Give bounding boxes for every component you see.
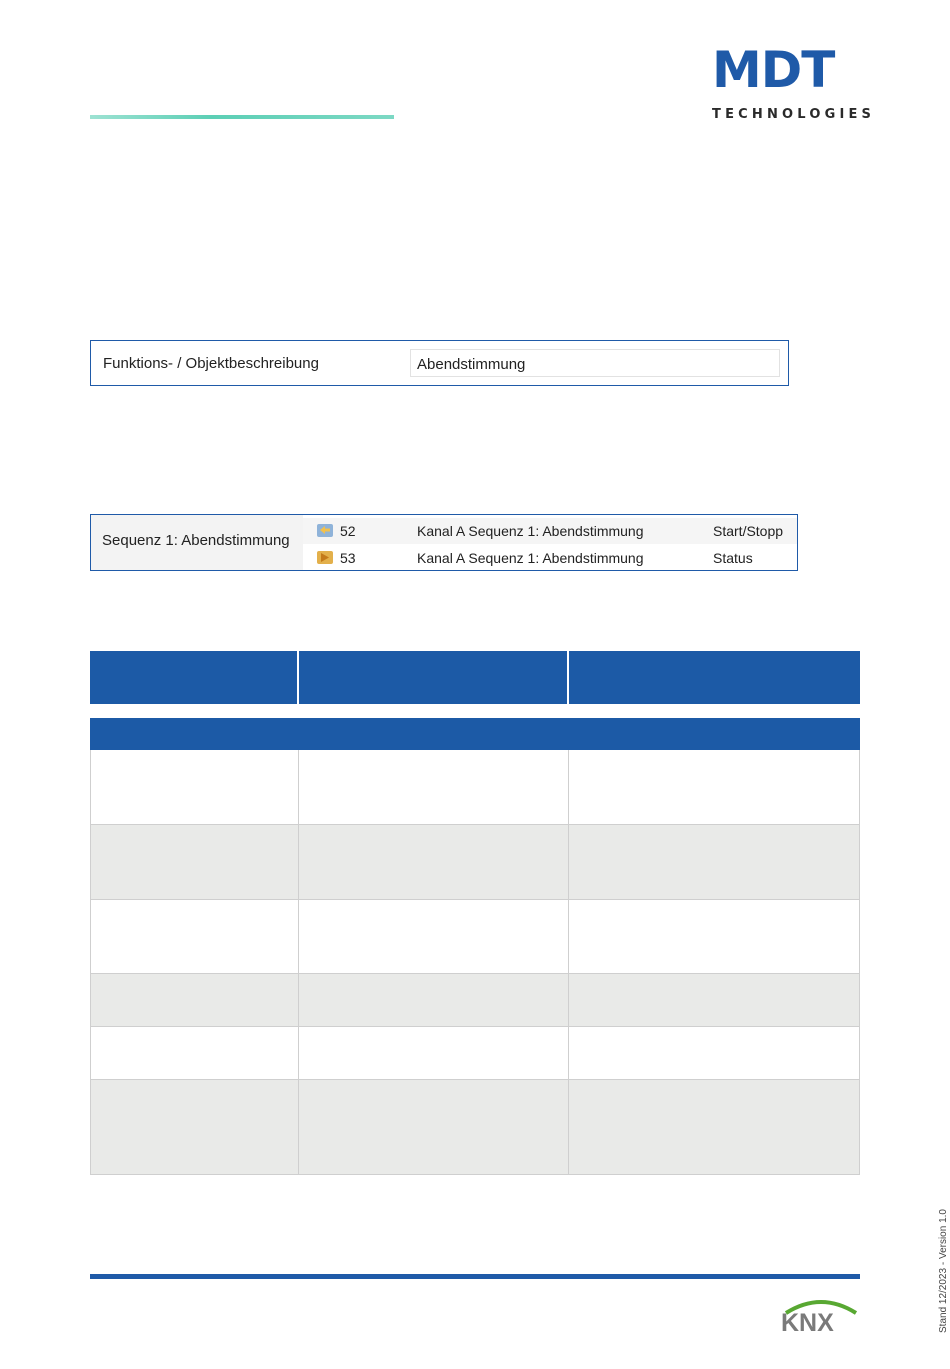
object-number: 53	[340, 550, 356, 566]
table-row	[90, 825, 860, 900]
footer-line	[90, 1274, 860, 1279]
object-function: Status	[713, 550, 753, 566]
parameter-label: Funktions- / Objektbeschreibung	[103, 355, 319, 372]
table-row	[90, 750, 860, 825]
table-row	[90, 1027, 860, 1080]
table-section-header	[90, 718, 860, 750]
object-row[interactable]	[303, 545, 797, 571]
communication-objects-panel	[90, 514, 798, 571]
table-header-cell	[90, 651, 297, 704]
table-header-cell	[569, 651, 860, 704]
object-number: 52	[340, 523, 356, 539]
knx-logo	[780, 1297, 862, 1333]
table-row	[90, 900, 860, 974]
table-row	[90, 974, 860, 1027]
object-group-label: Sequenz 1: Abendstimmung	[102, 532, 290, 549]
object-name: Kanal A Sequenz 1: Abendstimmung	[417, 523, 644, 539]
logo-wordmark: MDT	[712, 41, 835, 99]
output-object-icon	[317, 523, 333, 538]
table-header-cell	[299, 651, 567, 704]
mdt-logo	[712, 41, 835, 99]
knx-logo-text: KNX	[781, 1309, 834, 1333]
parameter-value: Abendstimmung	[417, 356, 526, 373]
header-accent-line	[90, 115, 394, 119]
parameter-input[interactable]	[410, 349, 780, 377]
logo-subtitle: TECHNOLOGIES	[712, 107, 876, 122]
version-label: Stand 12/2023 - Version 1.0	[938, 1209, 949, 1333]
object-name: Kanal A Sequenz 1: Abendstimmung	[417, 550, 644, 566]
object-group[interactable]	[91, 515, 303, 570]
table-header	[90, 651, 860, 704]
parameter-panel	[90, 340, 789, 386]
status-object-icon	[317, 550, 333, 565]
table-row	[90, 1080, 860, 1175]
object-function: Start/Stopp	[713, 523, 784, 539]
object-row[interactable]	[303, 518, 797, 544]
